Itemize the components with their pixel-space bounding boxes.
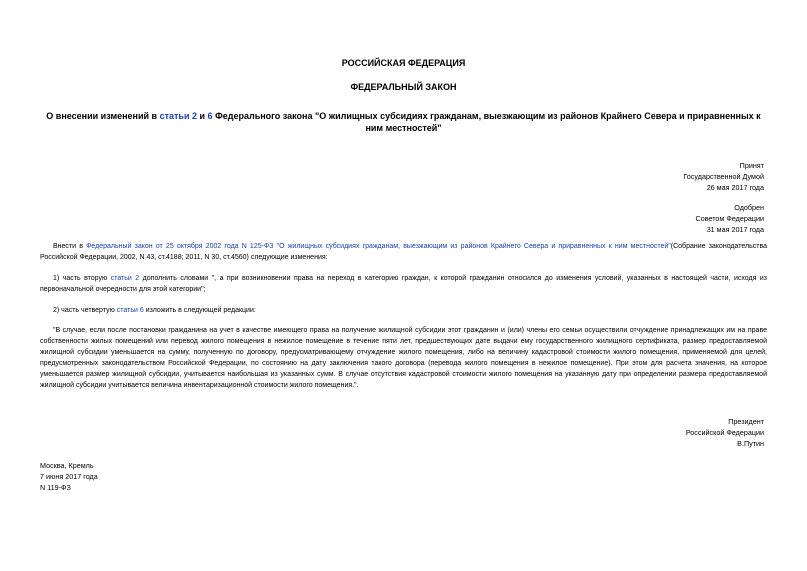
adopted-line-2: Государственной Думой — [683, 172, 764, 181]
signature-block — [686, 416, 764, 449]
title-link-article-2[interactable]: статьи 2 — [159, 111, 197, 121]
footer-place: Москва, Кремль — [40, 461, 94, 470]
item-1-text-2: дополнить словами ", а при возникновении права на переход в категорию граждан, к которой гражданин относился до изменения условий, указанных в настоящей части, исходя из первоначальной очередности для этой категории"; — [40, 275, 768, 293]
intro-text-2: (Собрание законодательства Российской Федерации, 2002, N 43, ст.4188; 2011, N 30, ст.4560) следующие изменения: — [40, 243, 768, 261]
item-1-text-1: 1) часть вторую — [53, 275, 111, 282]
signature-line-2: Российской Федерации — [685, 428, 764, 437]
intro-text-1: Внести в — [53, 243, 87, 250]
item-2-text-1: 2) часть четвертую — [53, 307, 117, 314]
country-heading: РОССИЙСКАЯ ФЕДЕРАЦИЯ — [341, 58, 466, 68]
signature-line-3: В.Путин — [737, 439, 764, 448]
footer-number: N 119-ФЗ — [40, 483, 71, 492]
approved-line-3: 31 мая 2017 года — [706, 225, 764, 234]
item-2-link[interactable]: статьи 6 — [116, 307, 144, 314]
approved-block — [696, 202, 764, 235]
adopted-line-3: 26 мая 2017 года — [706, 183, 764, 192]
footer-block — [40, 460, 98, 493]
approved-line-1: Одобрен — [734, 203, 764, 212]
item-2-text-2: изложить в следующей редакции: — [143, 307, 256, 314]
adopted-line-1: Принят — [739, 161, 764, 170]
quoted-amendment: "В случае, если после постановки гражданина на учет в качестве имеющего права на получение жилищной субсидии этот гражданин и (или) члены его семьи осуществили отчуждение принадлежащих им на праве собственности жилых помещений или перевод жилого помещения в нежилое помещение в течение пяти лет, предшествующих дате выдачи ему государственного жилищного сертификата, размер предоставляемой жилищной субсидии уменьшается на сумму, полученную по договору, предусматривающему отчуждение жилого помещения, либо на величину кадастровой стоимости жилого помещения, применяемой для целей, предусмотренных законодательством Российской Федерации, по состоянию на дату заключения такого договора (перевода жилого помещения в нежилое помещение). При этом для расчета значения, на которое уменьшается размер жилищной субсидии, учитывается наибольшая из указанных сумм. В случае отсутствия кадастровой стоимости жилого помещения на указанную дату при определении размера предоставляемой жилищной субсидии учитывается величина инвентаризационной стоимости жилого помещения.". — [40, 327, 767, 389]
title-text-1: О внесении изменений в — [46, 111, 160, 121]
signature-line-1: Президент — [728, 417, 764, 426]
title-link-article-6[interactable]: 6 — [207, 111, 213, 121]
approved-line-2: Советом Федерации — [695, 214, 764, 223]
intro-law-link[interactable]: Федеральный закон от 25 октября 2002 года N 125-ФЗ "О жилищных субсидиях гражданам, выезжающим из районов Крайнего Севера и приравненных к ним местностей" — [86, 243, 671, 250]
doc-type-heading: ФЕДЕРАЛЬНЫЙ ЗАКОН — [350, 82, 457, 92]
item-1-paragraph — [40, 273, 767, 295]
item-2-paragraph — [40, 305, 767, 316]
item-1-link[interactable]: статьи 2 — [110, 275, 140, 282]
title-text-2: и — [197, 111, 208, 121]
title-text-3: Федерального закона "О жилищных субсидиях гражданам, выезжающим из районов Крайнего Севера и приравненных к ним местностей" — [212, 111, 761, 133]
adopted-block — [683, 160, 764, 193]
intro-paragraph — [40, 241, 767, 263]
footer-date: 7 июня 2017 года — [40, 472, 98, 481]
law-title — [40, 110, 767, 134]
